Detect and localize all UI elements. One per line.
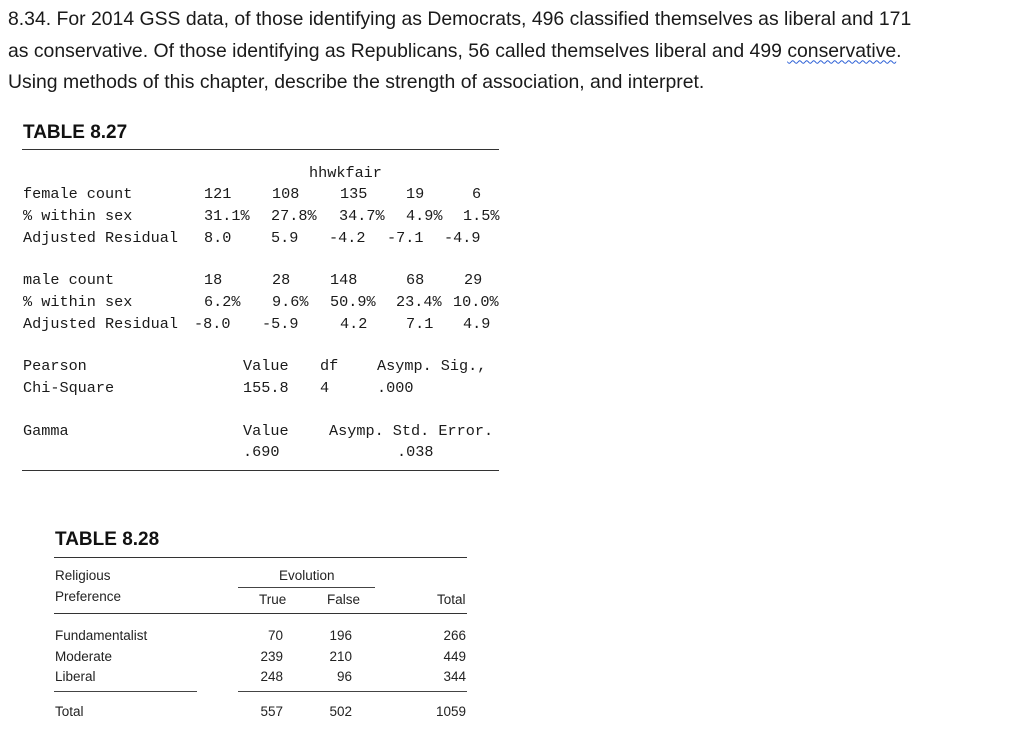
cell-moderate-total: 449 — [443, 649, 466, 664]
total-rule-right — [238, 691, 467, 692]
table-8-27-title: TABLE 8.27 — [23, 122, 128, 143]
female-resid-5: -4.9 — [444, 229, 481, 247]
male-resid-4: 7.1 — [406, 315, 434, 333]
evolution-group-header: Evolution — [279, 568, 335, 583]
male-count-label: male count — [23, 271, 115, 289]
cell-total-true: 557 — [260, 704, 283, 719]
gamma-se: .038 — [397, 443, 434, 461]
female-count-4: 19 — [406, 185, 425, 203]
female-count-1: 121 — [204, 185, 232, 203]
male-resid-3: 4.2 — [340, 315, 368, 333]
evolution-header-rule — [238, 587, 375, 588]
female-pct-5: 1.5% — [463, 207, 500, 225]
gamma-label: Gamma — [23, 422, 69, 440]
female-resid-label: Adjusted Residual — [23, 229, 178, 247]
cell-total-false: 502 — [329, 704, 352, 719]
male-count-4: 68 — [406, 271, 425, 289]
pearson-label-line2: Chi-Square — [23, 379, 115, 397]
chi-value-label: Value — [243, 357, 289, 375]
cell-moderate-false: 210 — [329, 649, 352, 664]
male-pct-1: 6.2% — [204, 293, 241, 311]
table-8-28-title: TABLE 8.28 — [55, 529, 160, 550]
problem-line-2-text: as conservative. Of those identifying as Republicans, 56 called themselves liberal and 499 — [8, 39, 788, 62]
pearson-label-line1: Pearson — [23, 357, 87, 375]
female-pct-4: 4.9% — [406, 207, 443, 225]
row-label-liberal: Liberal — [55, 669, 96, 684]
problem-line-1: 8.34. For 2014 GSS data, of those identifying as Democrats, 496 classified themselves as liberal and 171 — [8, 8, 912, 30]
male-resid-2: -5.9 — [262, 315, 299, 333]
chi-df: 4 — [320, 379, 330, 397]
table-8-27-column-header: hhwkfair — [309, 164, 382, 182]
male-pct-4: 23.4% — [396, 293, 442, 311]
female-resid-1: 8.0 — [204, 229, 232, 247]
table-8-27-bottom-rule — [22, 470, 499, 471]
female-pct-2: 27.8% — [271, 207, 317, 225]
cell-fundamentalist-true: 70 — [267, 628, 283, 643]
male-count-1: 18 — [204, 271, 223, 289]
chi-df-label: df — [320, 357, 339, 375]
col-header-false: False — [327, 592, 361, 607]
male-pct-5: 10.0% — [453, 293, 499, 311]
row-label-fundamentalist: Fundamentalist — [55, 628, 148, 643]
cell-moderate-true: 239 — [260, 649, 283, 664]
table-8-27-top-rule — [22, 149, 499, 150]
male-count-2: 28 — [272, 271, 291, 289]
female-pct-1: 31.1% — [204, 207, 250, 225]
male-resid-1: -8.0 — [194, 315, 231, 333]
problem-line-2-period: . — [896, 39, 902, 62]
chi-value: 155.8 — [243, 379, 289, 397]
female-pct-3: 34.7% — [339, 207, 385, 225]
col-header-true: True — [259, 592, 287, 607]
row-label-total: Total — [55, 704, 84, 719]
cell-fundamentalist-total: 266 — [443, 628, 466, 643]
male-count-3: 148 — [330, 271, 358, 289]
male-pct-3: 50.9% — [330, 293, 376, 311]
cell-total-total: 1059 — [435, 704, 466, 719]
cell-liberal-true: 248 — [260, 669, 283, 684]
total-rule-left — [54, 691, 197, 692]
religious-header-line1: Religious — [55, 568, 111, 583]
religious-header-line2: Preference — [55, 589, 122, 604]
problem-line-3: Using methods of this chapter, describe the strength of association, and interpret. — [8, 71, 705, 93]
chi-sig: .000 — [377, 379, 414, 397]
female-resid-4: -7.1 — [387, 229, 424, 247]
cell-fundamentalist-false: 196 — [329, 628, 352, 643]
problem-line-2 — [8, 36, 1020, 68]
male-resid-label: Adjusted Residual — [23, 315, 178, 333]
chi-sig-label: Asymp. Sig., — [377, 357, 487, 375]
male-pct-label: % within sex — [23, 293, 133, 311]
female-resid-3: -4.2 — [329, 229, 366, 247]
spellcheck-flagged-word[interactable]: conservative — [787, 39, 897, 62]
female-count-5: 6 — [472, 185, 482, 203]
male-count-5: 29 — [464, 271, 483, 289]
cell-liberal-total: 344 — [443, 669, 466, 684]
gamma-value: .690 — [243, 443, 280, 461]
col-header-total: Total — [437, 592, 466, 607]
cell-liberal-false: 96 — [336, 669, 352, 684]
female-resid-2: 5.9 — [271, 229, 299, 247]
gamma-se-label: Asymp. Std. Error. — [329, 422, 494, 440]
female-pct-label: % within sex — [23, 207, 133, 225]
female-count-2: 108 — [272, 185, 300, 203]
row-label-moderate: Moderate — [55, 649, 113, 664]
problem-statement — [8, 4, 1020, 99]
female-count-3: 135 — [340, 185, 368, 203]
male-resid-5: 4.9 — [463, 315, 491, 333]
gamma-value-label: Value — [243, 422, 289, 440]
female-count-label: female count — [23, 185, 133, 203]
table-8-28-top-rule — [54, 557, 467, 558]
table-8-28-header-rule — [54, 613, 467, 614]
male-pct-2: 9.6% — [272, 293, 309, 311]
